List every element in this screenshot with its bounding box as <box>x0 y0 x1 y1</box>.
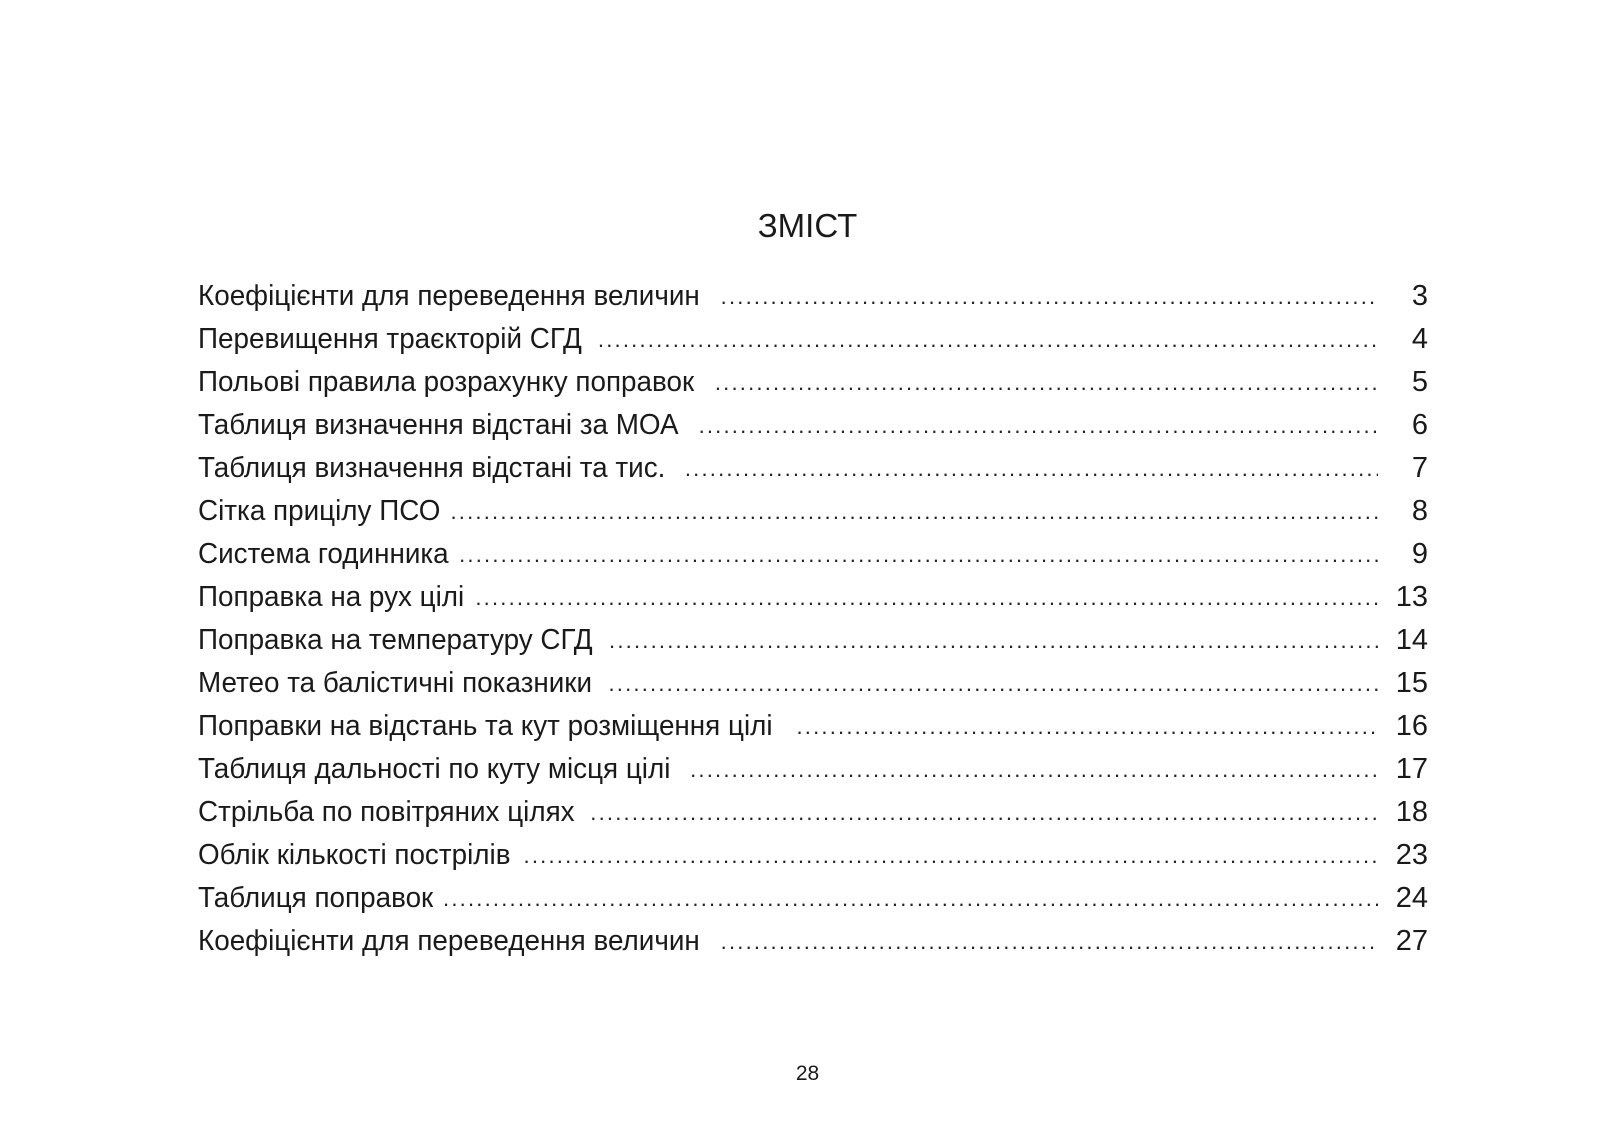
dot-leader <box>475 576 1378 619</box>
toc-entry-page: 9 <box>1411 538 1428 570</box>
dot-leader <box>590 791 1378 834</box>
toc-entry-page: 23 <box>1395 839 1428 871</box>
dot-leader <box>715 361 1378 404</box>
toc-entry[interactable] <box>198 275 1428 318</box>
toc-entry[interactable] <box>198 576 1428 619</box>
toc-entry[interactable] <box>198 404 1428 447</box>
toc-entry-page: 13 <box>1395 581 1428 613</box>
dot-leader <box>443 877 1378 920</box>
dot-leader <box>609 619 1378 662</box>
dot-leader <box>699 404 1378 447</box>
table-of-contents <box>198 275 1428 963</box>
toc-entry-page: 15 <box>1395 667 1428 699</box>
dot-leader <box>459 533 1378 576</box>
dot-leader <box>721 275 1378 318</box>
toc-entry[interactable] <box>198 361 1428 404</box>
page-number: 28 <box>795 1062 820 1085</box>
toc-entry-page: 18 <box>1395 796 1428 828</box>
toc-entry-label: Польові правила розрахунку поправок <box>198 366 695 398</box>
toc-entry[interactable] <box>198 490 1428 533</box>
dot-leader <box>690 748 1378 791</box>
toc-entry[interactable] <box>198 920 1428 963</box>
toc-entry-page: 4 <box>1411 323 1428 355</box>
toc-entry-label: Система годинника <box>198 538 449 570</box>
toc-entry-label: Метео та балістичні показники <box>198 667 593 699</box>
toc-entry[interactable] <box>198 447 1428 490</box>
toc-entry-page: 3 <box>1411 280 1428 312</box>
toc-entry-label: Таблиця дальності по куту місця цілі <box>198 753 671 785</box>
toc-entry-label: Таблиця поправок <box>198 882 434 914</box>
toc-entry[interactable] <box>198 834 1428 877</box>
toc-entry[interactable] <box>198 748 1428 791</box>
toc-entry-label: Сітка прицілу ПСО <box>198 495 441 527</box>
toc-entry[interactable] <box>198 791 1428 834</box>
toc-entry-page: 24 <box>1395 882 1428 914</box>
toc-entry[interactable] <box>198 705 1428 748</box>
toc-entry-label: Стрільба по повітряних цілях <box>198 796 575 828</box>
toc-entry-page: 7 <box>1411 452 1428 484</box>
dot-leader <box>524 834 1378 877</box>
toc-entry-label: Поправка на рух цілі <box>198 581 465 613</box>
toc-entry-label: Таблиця визначення відстані та тис. <box>198 452 666 484</box>
toc-entry-page: 6 <box>1411 409 1428 441</box>
dot-leader <box>685 447 1378 490</box>
toc-entry-label: Поправки на відстань та кут розміщення цілі <box>198 710 773 742</box>
toc-entry-label: Коефіцієнти для переведення величин <box>198 280 700 312</box>
dot-leader <box>721 920 1378 963</box>
dot-leader <box>598 318 1378 361</box>
toc-entry-page: 5 <box>1411 366 1428 398</box>
page-title: ЗМІСТ <box>757 207 858 244</box>
toc-entry[interactable] <box>198 533 1428 576</box>
dot-leader <box>608 662 1378 705</box>
toc-entry[interactable] <box>198 662 1428 705</box>
toc-entry-page: 17 <box>1395 753 1428 785</box>
toc-entry[interactable] <box>198 619 1428 662</box>
toc-entry[interactable] <box>198 318 1428 361</box>
toc-entry-label: Облік кількості пострілів <box>198 839 511 871</box>
dot-leader <box>797 705 1379 748</box>
toc-entry-label: Таблиця визначення відстані за МОА <box>198 409 679 441</box>
toc-entry-label: Поправка на температуру СГД <box>198 624 593 656</box>
toc-entry-page: 8 <box>1411 495 1428 527</box>
dot-leader <box>450 490 1378 533</box>
toc-entry-page: 14 <box>1395 624 1428 656</box>
toc-entry-label: Коефіцієнти для переведення величин <box>198 925 700 957</box>
toc-entry[interactable] <box>198 877 1428 920</box>
toc-entry-page: 27 <box>1395 925 1428 957</box>
toc-entry-label: Перевищення траєкторій СГД <box>198 323 582 355</box>
toc-entry-page: 16 <box>1395 710 1428 742</box>
